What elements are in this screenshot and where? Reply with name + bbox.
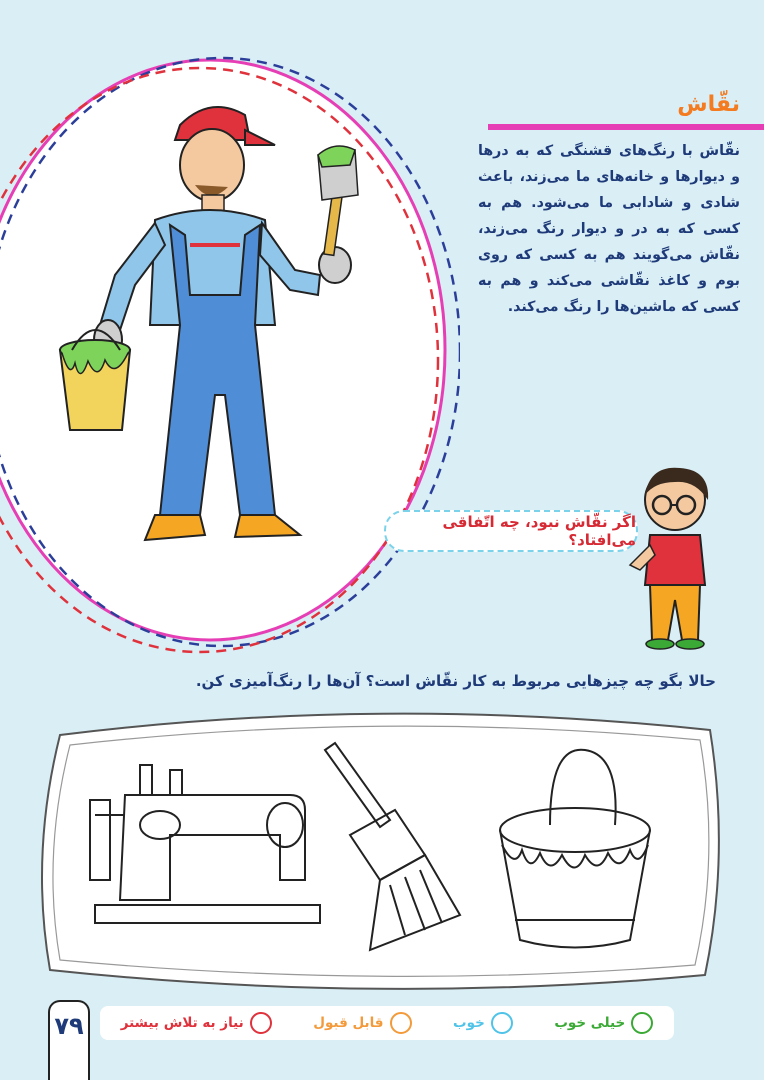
description-paragraph: نقّاش با رنگ‌های قشنگی که به درها و دیوارها و خانه‌های ما می‌زند، باعث شادی و شادابی ما می‌شود. هم به کسی که به در و دیوار رنگ می‌زند، نقّاش می‌گویند هم به کسی که روی بوم و کاغذ نقّاشی می‌کند و هم به کسی که ماشین‌ها را رنگ می‌کند. <box>478 143 740 315</box>
rating-option[interactable] <box>121 1012 272 1034</box>
rating-label: خیلی خوب <box>554 1015 626 1031</box>
painter-illustration <box>50 95 370 595</box>
section-title: نقّاش <box>677 92 740 117</box>
question-bubble <box>384 510 638 552</box>
rating-circle-icon[interactable] <box>491 1012 513 1034</box>
rating-circle-icon[interactable] <box>631 1012 653 1034</box>
question-text: اگر نقّاش نبود، چه اتّفاقی می‌افتاد؟ <box>442 513 636 549</box>
rating-circle-icon[interactable] <box>390 1012 412 1034</box>
coloring-card <box>30 705 730 995</box>
rating-option[interactable] <box>453 1012 513 1034</box>
self-assessment-bar <box>100 1006 674 1040</box>
boy-illustration <box>620 460 730 660</box>
rating-label: نیاز به تلاش بیشتر <box>120 1015 244 1031</box>
activity-instruction: حالا بگو چه چیزهایی مربوط به کار نقّاش است؟ آن‌ها را رنگ‌آمیزی کن. <box>195 672 716 690</box>
page-number: ۷۹ <box>48 1000 90 1080</box>
rating-option[interactable] <box>554 1012 653 1034</box>
rating-option[interactable] <box>313 1012 411 1034</box>
rating-circle-icon[interactable] <box>250 1012 272 1034</box>
rating-label: قابل قبول <box>313 1015 384 1031</box>
title-underline <box>488 124 764 130</box>
rating-label: خوب <box>453 1015 485 1031</box>
